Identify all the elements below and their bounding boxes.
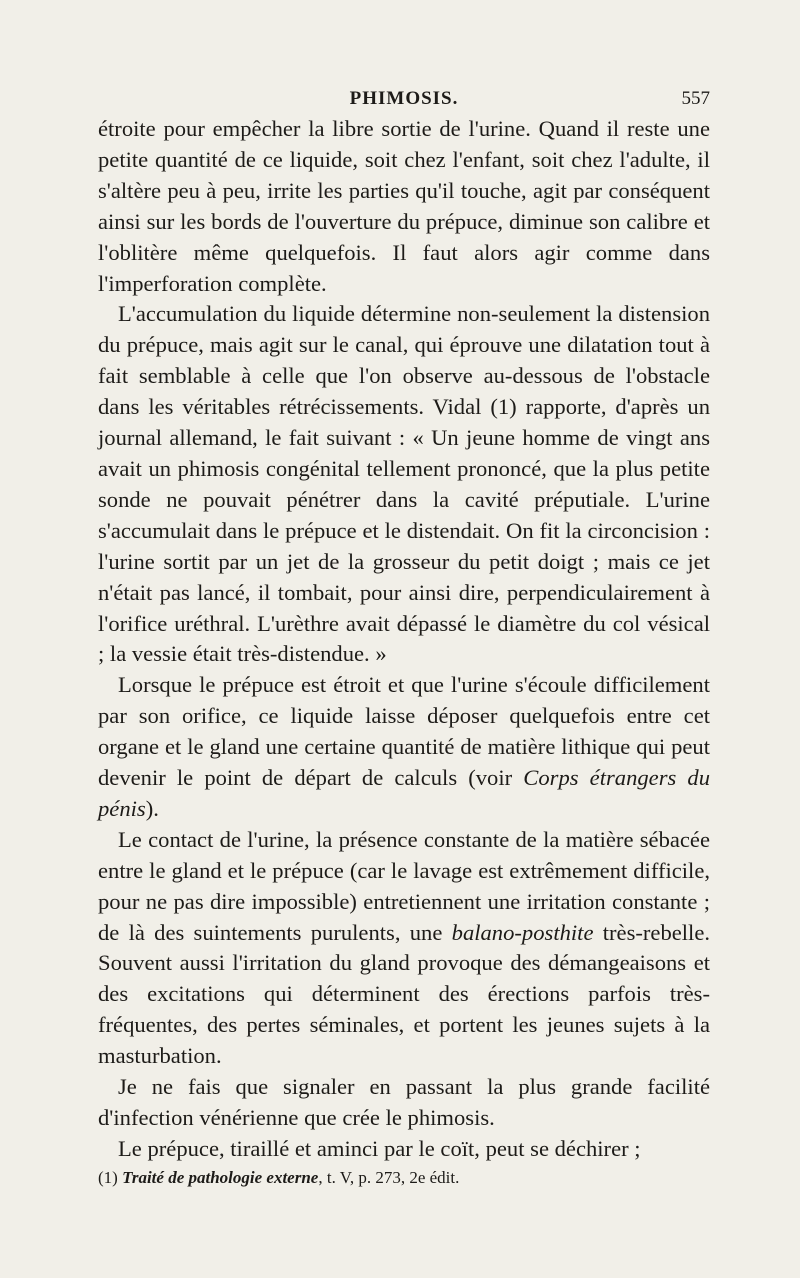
paragraph-3 — [98, 670, 710, 825]
body-text — [98, 114, 710, 1165]
paragraph-6: Le prépuce, tiraillé et aminci par le coït, peut se déchirer ; — [118, 1135, 641, 1161]
footnote — [98, 1167, 710, 1189]
paragraph-4-text-after: très-rebelle. Souvent aussi l'irritation du gland provoque des démangeaisons et des excitations qui déterminent des érections parfois très-fréquentes, des pertes séminales, et portent les jeunes sujets à la masturbation. — [98, 919, 711, 1069]
footnote-text: , t. V, p. 273, 2e édit. — [318, 1167, 460, 1187]
paragraph-3-text-before: Lorsque le prépuce est étroit et que l'urine s'écoule difficilement par son orifice, ce liquide laisse déposer quelquefois entre cet organe et le gland une certaine quantité de matière lithique qui peut devenir le point de départ de calculs (voir — [98, 672, 710, 791]
footnote-marker: (1) — [98, 1167, 118, 1187]
running-title: PHIMOSIS. — [349, 88, 459, 109]
page-header — [98, 88, 710, 112]
footnote-title: Traité de pathologie externe — [122, 1167, 319, 1187]
paragraph-4 — [98, 825, 710, 1072]
paragraph-5: Je ne fais que signaler en passant la plus grande facilité d'infection vénérienne que crée le phimosis. — [98, 1074, 710, 1130]
paragraph-4-text-before: Le contact de l'urine, la présence constante de la matière sébacée entre le gland et le prépuce (car le lavage est extrêmement difficile, pour ne pas dire impossible) entretiennent une irritation constante ; de là des suintements purulents, une — [98, 826, 710, 945]
paragraph-3-italic: Corps étrangers du pénis — [98, 765, 711, 821]
paragraph-4-italic: balano-posthite — [451, 919, 594, 945]
page-number: 557 — [681, 88, 710, 109]
paragraph-2: L'accumulation du liquide détermine non-seulement la distension du prépuce, mais agit sur le canal, qui éprouve une dilatation tout à fait semblable à celle que l'on observe au-dessous de l'obstacle dans les véritables rétrécissements. Vidal (1) rapporte, d'après un journal allemand, le fait suivant : « Un jeune homme de vingt ans avait un phimosis congénital tellement prononcé, que la plus petite sonde ne pouvait pénétrer dans la cavité préputiale. L'urine s'accumulait dans le prépuce et le distendait. On fit la circoncision : l'urine sortit par un jet de la grosseur du petit doigt ; mais ce jet n'était pas lancé, il tombait, pour ainsi dire, perpendiculairement à l'orifice uréthral. L'urèthre avait dépassé le diamètre du col vésical ; la vessie était très-distendue. » — [98, 301, 710, 667]
paragraph-1: étroite pour empêcher la libre sortie de l'urine. Quand il reste une petite quantité de ce liquide, soit chez l'enfant, soit chez l'adulte, il s'altère peu à peu, irrite les parties qu'il touche, agit par conséquent ainsi sur les bords de l'ouverture du prépuce, diminue son calibre et l'oblitère même quelquefois. Il faut alors agir comme dans l'imperforation complète. — [98, 116, 710, 296]
paragraph-3-text-after: ). — [145, 795, 159, 821]
